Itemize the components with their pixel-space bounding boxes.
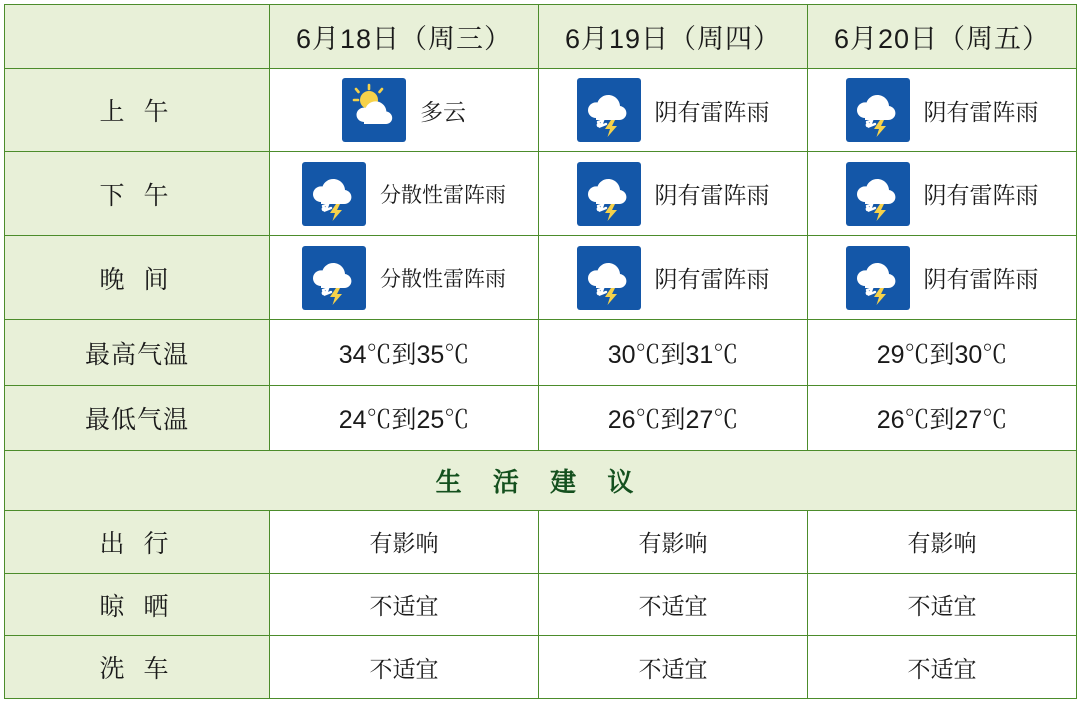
table-row-max-temp: [5, 320, 1077, 386]
max-temp-day3: 29℃到30℃: [808, 320, 1077, 386]
row-label-afternoon: 下 午: [5, 152, 270, 236]
weather-cell-morning-day3: [808, 68, 1077, 152]
weather-cell-afternoon-day2: [539, 152, 808, 236]
table-row-morning: [5, 68, 1077, 152]
advice-travel-day2: 有影响: [539, 511, 808, 574]
advice-carwash-day2: 不适宜: [539, 636, 808, 699]
table-row-advice-travel: [5, 511, 1077, 574]
table-row-section-title: [5, 451, 1077, 511]
weather-text-morning-day3: 阴有雷阵雨: [923, 98, 1039, 125]
row-label-travel: 出 行: [5, 511, 270, 574]
header-day-1: 6月18日（周三）: [270, 5, 539, 69]
weather-cell-morning-day1: [270, 68, 539, 152]
row-label-drying: 晾 晒: [5, 573, 270, 636]
row-label-carwash: 洗 车: [5, 636, 270, 699]
weather-cell-night-day1: [270, 236, 539, 320]
table-row-min-temp: [5, 385, 1077, 451]
max-temp-day1: 34℃到35℃: [270, 320, 539, 386]
min-temp-day2: 26℃到27℃: [539, 385, 808, 451]
cloud-with-lightning-and-rain-icon: [577, 246, 641, 310]
weather-cell-night-day3: [808, 236, 1077, 320]
weather-text-morning-day2: 阴有雷阵雨: [654, 98, 770, 125]
weather-cell-night-day2: [539, 236, 808, 320]
weather-text-morning-day1: 多云: [420, 98, 466, 125]
weather-forecast-table: [4, 4, 1077, 699]
table-row-advice-drying: [5, 573, 1077, 636]
table-row-advice-carwash: [5, 636, 1077, 699]
min-temp-day3: 26℃到27℃: [808, 385, 1077, 451]
cloud-with-lightning-and-rain-icon: [302, 162, 366, 226]
table-row-night: [5, 236, 1077, 320]
advice-drying-day2: 不适宜: [539, 573, 808, 636]
weather-text-night-day1: 分散性雷阵雨: [380, 267, 506, 291]
row-label-min-temp: 最低气温: [5, 385, 270, 451]
row-label-morning: 上 午: [5, 68, 270, 152]
cloud-with-lightning-and-rain-icon: [577, 78, 641, 142]
weather-cell-morning-day2: [539, 68, 808, 152]
weather-cell-afternoon-day1: [270, 152, 539, 236]
advice-drying-day3: 不适宜: [808, 573, 1077, 636]
cloud-with-lightning-and-rain-icon: [846, 162, 910, 226]
header-day-3: 6月20日（周五）: [808, 5, 1077, 69]
cloud-with-lightning-and-rain-icon: [302, 246, 366, 310]
advice-carwash-day3: 不适宜: [808, 636, 1077, 699]
cloud-with-lightning-and-rain-icon: [577, 162, 641, 226]
weather-text-afternoon-day2: 阴有雷阵雨: [654, 182, 770, 209]
table-row-afternoon: [5, 152, 1077, 236]
weather-text-afternoon-day3: 阴有雷阵雨: [923, 182, 1039, 209]
header-day-2: 6月19日（周四）: [539, 5, 808, 69]
weather-text-night-day2: 阴有雷阵雨: [654, 266, 770, 293]
advice-drying-day1: 不适宜: [270, 573, 539, 636]
header-corner-cell: [5, 5, 270, 69]
sun-behind-cloud-icon: [342, 78, 406, 142]
advice-travel-day1: 有影响: [270, 511, 539, 574]
advice-carwash-day1: 不适宜: [270, 636, 539, 699]
weather-cell-afternoon-day3: [808, 152, 1077, 236]
table-header-row: [5, 5, 1077, 69]
row-label-night: 晚 间: [5, 236, 270, 320]
min-temp-day1: 24℃到25℃: [270, 385, 539, 451]
section-title-life-advice: 生 活 建 议: [5, 451, 1077, 511]
row-label-max-temp: 最高气温: [5, 320, 270, 386]
max-temp-day2: 30℃到31℃: [539, 320, 808, 386]
cloud-with-lightning-and-rain-icon: [846, 78, 910, 142]
cloud-with-lightning-and-rain-icon: [846, 246, 910, 310]
advice-travel-day3: 有影响: [808, 511, 1077, 574]
weather-text-night-day3: 阴有雷阵雨: [923, 266, 1039, 293]
weather-text-afternoon-day1: 分散性雷阵雨: [380, 183, 506, 207]
